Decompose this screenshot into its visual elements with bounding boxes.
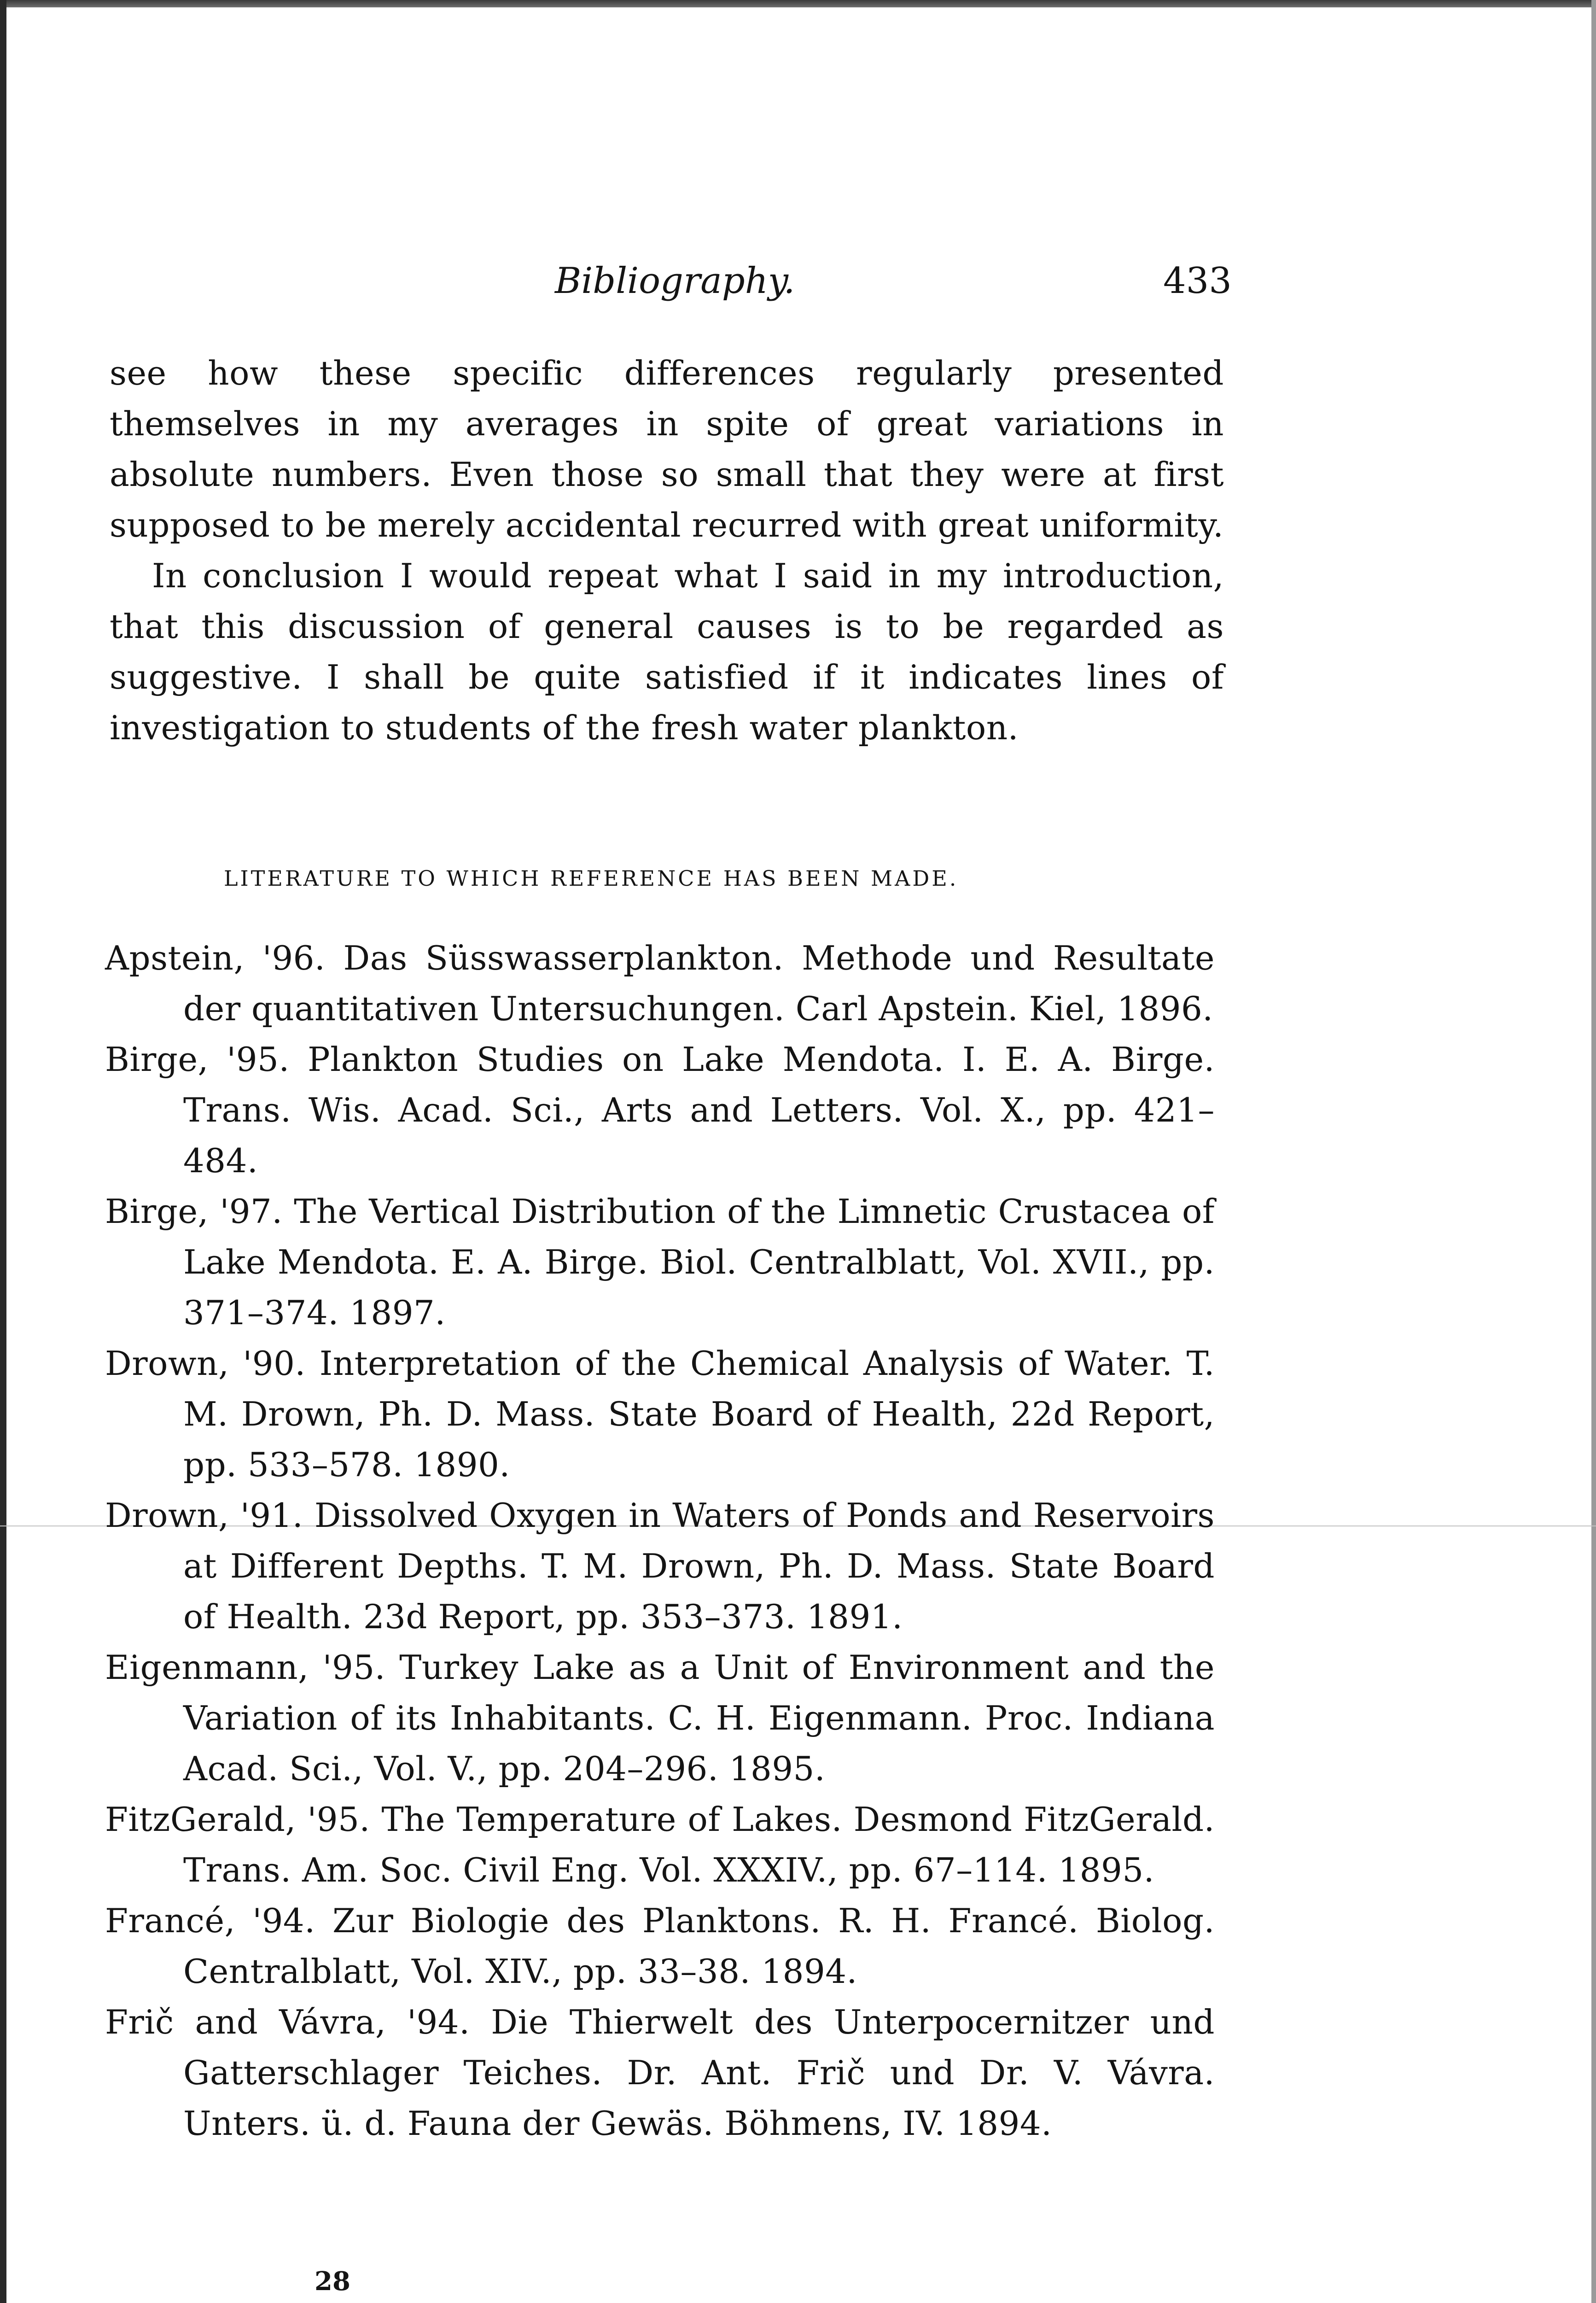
- signature-mark: 28: [315, 2266, 350, 2297]
- reference-apstein-96: Apstein, '96. Das Süsswasserplankton. Methode und Resultate der quantitativen Untersuchungen. Carl Apstein. Kiel, 1896.: [105, 939, 1215, 1028]
- literature-heading: LITERATURE TO WHICH REFERENCE HAS BEEN MADE.: [224, 866, 959, 891]
- reference-eigenmann-95: Eigenmann, '95. Turkey Lake as a Unit of Environment and the Variation of its Inhabitants. C. H. Eigenmann. Proc. Indiana Acad. Sci., Vol. V., pp. 204–296. 1895.: [105, 1648, 1215, 1788]
- reference-birge-95: Birge, '95. Plankton Studies on Lake Mendota. I. E. A. Birge. Trans. Wis. Acad. Sci., Arts and Letters. Vol. X., pp. 421–484.: [105, 1040, 1215, 1180]
- reference-list: [105, 933, 1215, 2149]
- paragraph-continuation: see how these specific differences regularly presented themselves in my averages in spite of great variations in absolute numbers. Even those so small that they were at first supposed to be merely accidental recurred with great uniformity.: [110, 354, 1224, 544]
- scan-edge-right: [1591, 0, 1596, 2303]
- scan-edge-left: [0, 0, 6, 2303]
- body-text: [110, 348, 1224, 753]
- paragraph-conclusion: In conclusion I would repeat what I said in my introduction, that this discussion of general causes is to be regarded as suggestive. I shall be quite satisfied if it indicates lines of investigation to students of the fresh water plankton.: [110, 556, 1224, 747]
- reference-drown-90: Drown, '90. Interpretation of the Chemical Analysis of Water. T. M. Drown, Ph. D. Mass. State Board of Health, 22d Report, pp. 533–578. 1890.: [105, 1344, 1215, 1484]
- reference-birge-97: Birge, '97. The Vertical Distribution of the Limnetic Crustacea of Lake Mendota. E. A. Birge. Biol. Centralblatt, Vol. XVII., pp. 371–374. 1897.: [105, 1192, 1215, 1332]
- page-number: 433: [1163, 260, 1232, 302]
- reference-drown-91: Drown, '91. Dissolved Oxygen in Waters of Ponds and Reservoirs at Different Depths. T. M. Drown, Ph. D. Mass. State Board of Health. 23d Report, pp. 353–373. 1891.: [105, 1496, 1215, 1636]
- reference-fitzgerald-95: FitzGerald, '95. The Temperature of Lakes. Desmond FitzGerald. Trans. Am. Soc. Civil Eng. Vol. XXXIV., pp. 67–114. 1895.: [105, 1800, 1215, 1889]
- scan-edge-top: [0, 0, 1596, 7]
- reference-france-94: Francé, '94. Zur Biologie des Planktons. R. H. Francé. Biolog. Centralblatt, Vol. XIV., pp. 33–38. 1894.: [105, 1901, 1215, 1991]
- running-title: Bibliography.: [555, 260, 795, 302]
- reference-fric-vavra-94: Frič and Vávra, '94. Die Thierwelt des Unterpocernitzer und Gatterschlager Teiches. Dr. Ant. Frič und Dr. V. Vávra. Unters. ü. d. Fauna der Gewäs. Böhmens, IV. 1894.: [105, 2003, 1215, 2143]
